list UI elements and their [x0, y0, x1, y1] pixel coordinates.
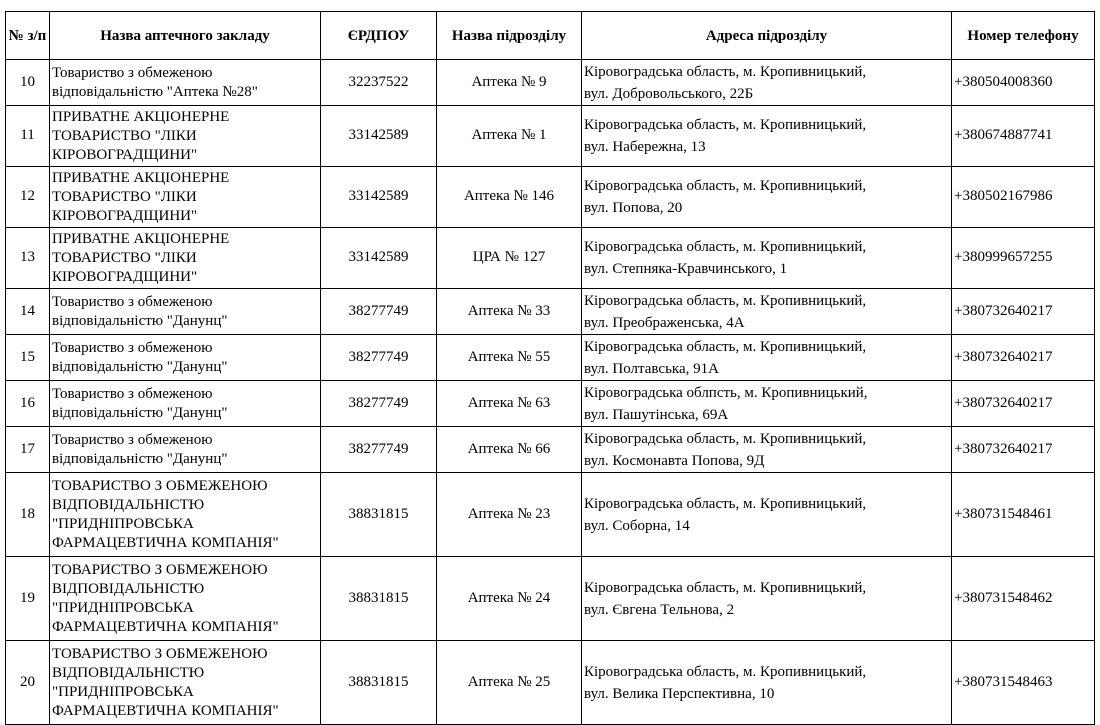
org-name-line: Товариство з обмеженою [52, 339, 213, 356]
row-number: 17 [6, 427, 50, 473]
org-name-line: відповідальністю "Данунц" [52, 450, 228, 467]
address-line: Кіровоградська область, м. Кропивницький, [584, 239, 867, 255]
org-name-line: КІРОВОГРАДЩИНИ" [52, 207, 198, 224]
header-num: № з/п [6, 12, 50, 60]
org-name-line: "ПРИДНІПРОВСЬКА [52, 515, 194, 532]
row-number: 10 [6, 60, 50, 106]
header-org-name: Назва аптечного закладу [50, 12, 321, 60]
table-header-row [6, 12, 1095, 60]
org-name-line: ФАРМАЦЕВТИЧНА КОМПАНІЯ" [52, 618, 279, 635]
table-row [6, 427, 1095, 473]
code-cell: 33142589 [321, 106, 437, 167]
row-number: 15 [6, 335, 50, 381]
unit-name-cell: Аптека № 25 [437, 641, 582, 725]
unit-name-cell: Аптека № 1 [437, 106, 582, 167]
phone-cell: +380731548463 [952, 641, 1095, 725]
org-name-cell [50, 60, 321, 106]
org-name-line: "ПРИДНІПРОВСЬКА [52, 683, 194, 700]
address-cell [582, 381, 952, 427]
org-name-line: Товариство з обмеженою [52, 64, 213, 81]
table-row [6, 335, 1095, 381]
row-number: 20 [6, 641, 50, 725]
org-name-line: Товариство з обмеженою [52, 385, 213, 402]
address-line: вул. Полтавська, 91А [584, 360, 719, 377]
unit-name-cell: Аптека № 63 [437, 381, 582, 427]
org-name-line: відповідальністю "Данунц" [52, 358, 228, 375]
unit-name-cell: Аптека № 23 [437, 473, 582, 557]
table-row [6, 106, 1095, 167]
code-cell: 38277749 [321, 335, 437, 381]
phone-cell: +380732640217 [952, 335, 1095, 381]
org-name-line: ТОВАРИСТВО "ЛІКИ [52, 249, 197, 266]
org-name-line: ФАРМАЦЕВТИЧНА КОМПАНІЯ" [52, 702, 279, 719]
code-cell: 38277749 [321, 427, 437, 473]
phone-cell: +380732640217 [952, 381, 1095, 427]
phone-cell: +380502167986 [952, 167, 1095, 228]
address-line: вул. Соборна, 14 [584, 517, 690, 534]
table-row [6, 228, 1095, 289]
address-line: вул. Пашутінська, 69А [584, 406, 729, 423]
unit-name-cell: Аптека № 24 [437, 557, 582, 641]
header-unit-name: Назва підрозділу [437, 12, 582, 60]
row-number: 11 [6, 106, 50, 167]
phone-cell: +380731548462 [952, 557, 1095, 641]
address-line: Кіровоградська область, м. Кропивницький, [584, 495, 867, 512]
address-cell [582, 167, 952, 228]
address-line: Кіровоградська область, м. Кропивницький, [584, 178, 867, 194]
org-name-cell [50, 167, 321, 228]
org-name-cell [50, 381, 321, 427]
header-unit-address: Адреса підрозділу [582, 12, 952, 60]
unit-name-cell: Аптека № 66 [437, 427, 582, 473]
table-row [6, 381, 1095, 427]
address-line: вул. Степняка-Кравчинського, 1 [584, 261, 788, 277]
address-cell [582, 557, 952, 641]
org-name-cell [50, 473, 321, 557]
code-cell: 33142589 [321, 228, 437, 289]
table-row [6, 289, 1095, 335]
org-name-cell [50, 641, 321, 725]
table-row [6, 167, 1095, 228]
row-number: 12 [6, 167, 50, 228]
table-row [6, 473, 1095, 557]
org-name-cell [50, 335, 321, 381]
unit-name-cell: Аптека № 55 [437, 335, 582, 381]
org-name-line: ВІДПОВІДАЛЬНІСТЮ [52, 664, 205, 681]
org-name-line: відповідальністю "Данунц" [52, 404, 228, 421]
address-line: вул. Набережна, 13 [584, 139, 706, 155]
address-line: Кіровоградська область, м. Кропивницький, [584, 579, 867, 596]
address-cell [582, 427, 952, 473]
pharmacy-table-container [5, 11, 1095, 725]
address-line: Кіровоградська область, м. Кропивницький, [584, 430, 867, 447]
unit-name-cell: Аптека № 146 [437, 167, 582, 228]
phone-cell: +380674887741 [952, 106, 1095, 167]
address-line: Кіровоградська область, м. Кропивницький, [584, 338, 867, 355]
code-cell: 33142589 [321, 167, 437, 228]
address-cell [582, 641, 952, 725]
org-name-line: відповідальністю "Данунц" [52, 312, 228, 329]
org-name-line: ТОВАРИСТВО З ОБМЕЖЕНОЮ [52, 477, 268, 494]
pharmacy-table [5, 11, 1095, 725]
address-cell [582, 106, 952, 167]
org-name-line: "ПРИДНІПРОВСЬКА [52, 599, 194, 616]
address-line: Кіровоградська область, м. Кропивницький, [584, 292, 867, 309]
address-cell [582, 228, 952, 289]
org-name-cell [50, 427, 321, 473]
code-cell: 38277749 [321, 289, 437, 335]
code-cell: 38831815 [321, 641, 437, 725]
phone-cell: +380732640217 [952, 289, 1095, 335]
address-cell [582, 60, 952, 106]
org-name-line: Товариство з обмеженою [52, 293, 213, 310]
org-name-line: ВІДПОВІДАЛЬНІСТЮ [52, 496, 205, 513]
org-name-cell [50, 557, 321, 641]
header-phone: Номер телефону [952, 12, 1095, 60]
header-code: ЄРДПОУ [321, 12, 437, 60]
org-name-line: ТОВАРИСТВО З ОБМЕЖЕНОЮ [52, 645, 268, 662]
table-row [6, 557, 1095, 641]
address-line: Кіровоградська область, м. Кропивницький, [584, 117, 867, 133]
row-number: 16 [6, 381, 50, 427]
code-cell: 32237522 [321, 60, 437, 106]
address-line: вул. Попова, 20 [584, 200, 683, 216]
table-row [6, 60, 1095, 106]
org-name-line: ВІДПОВІДАЛЬНІСТЮ [52, 580, 205, 597]
address-line: Кіровоградська область, м. Кропивницький, [584, 663, 867, 680]
org-name-cell [50, 289, 321, 335]
phone-cell: +380731548461 [952, 473, 1095, 557]
row-number: 19 [6, 557, 50, 641]
org-name-cell [50, 106, 321, 167]
address-line: вул. Космонавта Попова, 9Д [584, 452, 765, 469]
address-line: вул. Велика Перспективна, 10 [584, 685, 775, 702]
row-number: 13 [6, 228, 50, 289]
table-row [6, 641, 1095, 725]
org-name-line: ТОВАРИСТВО "ЛІКИ [52, 127, 197, 144]
org-name-cell [50, 228, 321, 289]
table-body [6, 60, 1095, 725]
phone-cell: +380504008360 [952, 60, 1095, 106]
org-name-line: ТОВАРИСТВО З ОБМЕЖЕНОЮ [52, 561, 268, 578]
org-name-line: ПРИВАТНЕ АКЦІОНЕРНЕ [52, 108, 230, 125]
org-name-line: ТОВАРИСТВО "ЛІКИ [52, 188, 197, 205]
org-name-line: відповідальністю "Аптека №28" [52, 83, 258, 100]
address-line: вул. Добровольського, 22Б [584, 85, 754, 102]
unit-name-cell: Аптека № 9 [437, 60, 582, 106]
address-line: вул. Преображенська, 4А [584, 314, 745, 331]
row-number: 18 [6, 473, 50, 557]
phone-cell: +380732640217 [952, 427, 1095, 473]
unit-name-cell: ЦРА № 127 [437, 228, 582, 289]
unit-name-cell: Аптека № 33 [437, 289, 582, 335]
org-name-line: Товариство з обмеженою [52, 431, 213, 448]
code-cell: 38831815 [321, 557, 437, 641]
address-cell [582, 289, 952, 335]
code-cell: 38277749 [321, 381, 437, 427]
org-name-line: КІРОВОГРАДЩИНИ" [52, 146, 198, 163]
address-line: Кіровоградська область, м. Кропивницький, [584, 63, 867, 80]
code-cell: 38831815 [321, 473, 437, 557]
address-line: Кіровоградська облпсть, м. Кропивницький, [584, 384, 868, 401]
row-number: 14 [6, 289, 50, 335]
address-cell [582, 473, 952, 557]
address-cell [582, 335, 952, 381]
org-name-line: ФАРМАЦЕВТИЧНА КОМПАНІЯ" [52, 534, 279, 551]
phone-cell: +380999657255 [952, 228, 1095, 289]
org-name-line: ПРИВАТНЕ АКЦІОНЕРНЕ [52, 169, 230, 186]
org-name-line: КІРОВОГРАДЩИНИ" [52, 268, 198, 285]
org-name-line: ПРИВАТНЕ АКЦІОНЕРНЕ [52, 230, 230, 247]
address-line: вул. Євгена Тельнова, 2 [584, 601, 735, 618]
